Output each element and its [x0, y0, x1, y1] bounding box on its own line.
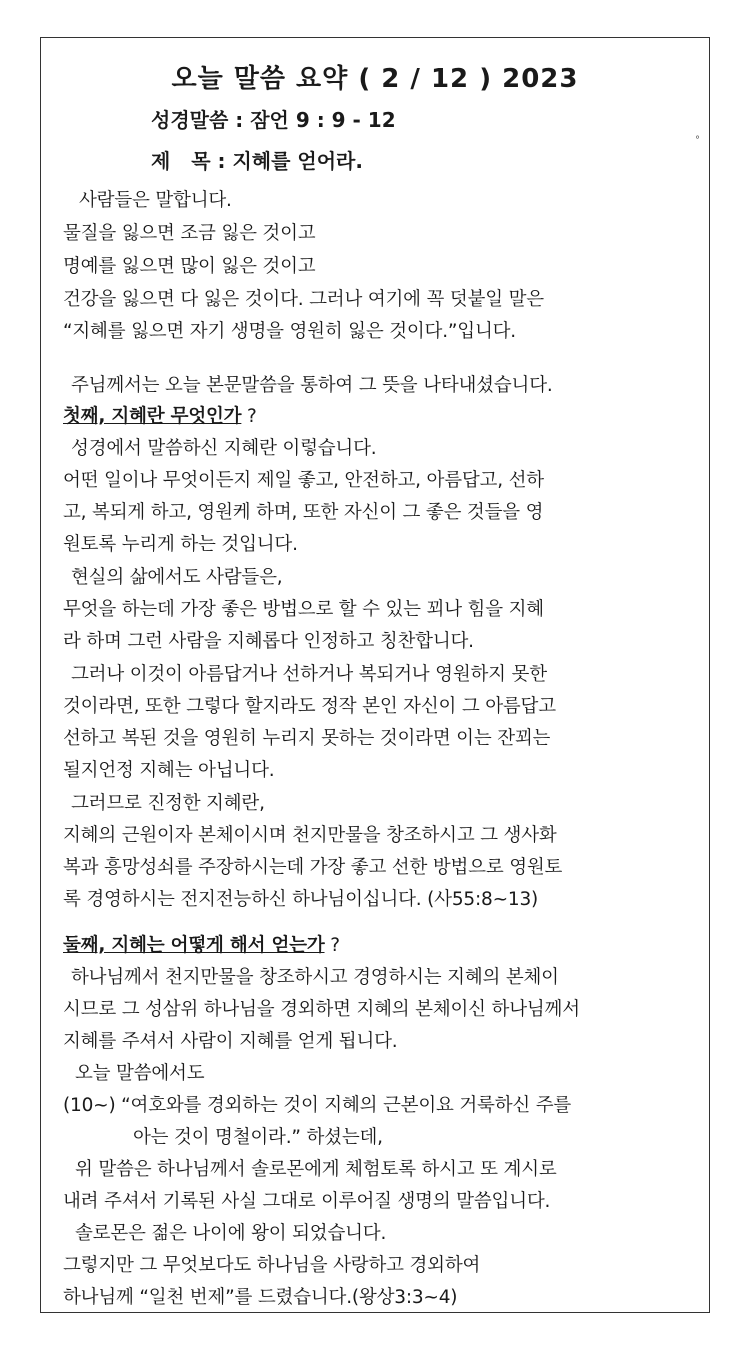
section1-line: 그러므로 진정한 지혜란, — [71, 793, 265, 814]
section2-line: 그렇지만 그 무엇보다도 하나님을 사랑하고 경외하여 — [63, 1255, 481, 1276]
section1-line: 선하고 복된 것을 영원히 누리지 못하는 것이라면 이는 잔꾀는 — [63, 728, 551, 749]
section1-line: 복과 흥망성쇠를 주장하시는데 가장 좋고 선한 방법으로 영원토 — [63, 857, 563, 878]
section1-lead: 주님께서는 오늘 본문말씀을 통하여 그 뜻을 나타내셨습니다. — [71, 375, 553, 396]
section1-line: 라 하며 그런 사람을 지혜롭다 인정하고 칭찬합니다. — [63, 631, 474, 652]
scripture-reference — [151, 104, 396, 133]
section1-line: 지혜의 근원이자 본체이시며 천지만물을 창조하시고 그 생사화 — [63, 825, 557, 846]
section1-line: 그러나 이것이 아름답거나 선하거나 복되거나 영원하지 못한 — [71, 664, 547, 685]
section2-line: 하나님께 “일천 번제”를 드렸습니다.(왕상3:3~4) — [63, 1287, 458, 1308]
intro-line: 명예를 잃으면 많이 잃은 것이고 — [63, 256, 316, 277]
section2-line: 하나님께서 천지만물을 창조하시고 경영하시는 지혜의 본체이 — [71, 967, 559, 988]
page-title: 오늘 말씀 요약 ( 2 / 12 ) 2023 — [171, 64, 579, 94]
section2-heading — [63, 931, 340, 957]
section2-line: 위 말씀은 하나님께서 솔로몬에게 체험토록 하시고 또 계시로 — [75, 1159, 557, 1180]
scripture-label: 성경말씀 : — [151, 108, 244, 132]
section1-heading-mark: ? — [241, 406, 257, 427]
scripture-value: 잠언 9 : 9 - 12 — [250, 108, 396, 132]
topic-label: 제 목 : — [151, 149, 226, 173]
sermon-topic — [151, 145, 363, 174]
section1-line: 현실의 삶에서도 사람들은, — [71, 567, 283, 588]
sermon-summary-page — [40, 37, 710, 1313]
section2-line: 내려 주셔서 기록된 사실 그대로 이루어질 생명의 말씀입니다. — [63, 1191, 551, 1212]
section2-line: 솔로몬은 젊은 나이에 왕이 되었습니다. — [75, 1223, 387, 1244]
section1-line: 록 경영하시는 전지전능하신 하나님이십니다. (사55:8~13) — [63, 889, 539, 910]
section1-heading — [63, 402, 257, 428]
section1-line: 것이라면, 또한 그렇다 할지라도 정작 본인 자신이 그 아름답고 — [63, 696, 556, 717]
scripture-quote: (10~) “여호와를 경외하는 것이 지혜의 근본이요 거룩하신 주를 — [63, 1095, 572, 1116]
intro-line: “지혜를 잃으면 자기 생명을 영원히 잃은 것이다.”입니다. — [63, 321, 516, 342]
section2-heading-text: 둘째, 지혜는 어떻게 해서 얻는가 — [63, 935, 325, 956]
section1-line: 원토록 누리게 하는 것입니다. — [63, 534, 298, 555]
intro-line: 건강을 잃으면 다 잃은 것이다. 그러나 여기에 꼭 덧붙일 말은 — [63, 289, 544, 310]
section1-line: 성경에서 말씀하신 지혜란 이렇습니다. — [71, 438, 377, 459]
intro-line: 물질을 잃으면 조금 잃은 것이고 — [63, 223, 316, 244]
intro-line: 사람들은 말합니다. — [79, 190, 232, 211]
section2-line: 시므로 그 성삼위 하나님을 경외하면 지혜의 본체이신 하나님께서 — [63, 999, 580, 1020]
scan-speck: ° — [695, 135, 700, 146]
topic-value: 지혜를 얻어라. — [232, 149, 363, 173]
section1-line: 무엇을 하는데 가장 좋은 방법으로 할 수 있는 꾀나 힘을 지혜 — [63, 599, 544, 620]
section1-line: 될지언정 지혜는 아닙니다. — [63, 760, 275, 781]
section1-line: 어떤 일이나 무엇이든지 제일 좋고, 안전하고, 아름답고, 선하 — [63, 470, 544, 491]
section1-line: 고, 복되게 하고, 영원케 하며, 또한 자신이 그 좋은 것들을 영 — [63, 502, 544, 523]
section2-line: 지혜를 주셔서 사람이 지혜를 얻게 됩니다. — [63, 1031, 398, 1052]
section2-line: 오늘 말씀에서도 — [75, 1063, 205, 1084]
section2-heading-mark: ? — [324, 935, 340, 956]
section1-heading-text: 첫째, 지혜란 무엇인가 — [63, 406, 242, 427]
scripture-quote: 아는 것이 명철이라.” 하셨는데, — [133, 1127, 383, 1148]
